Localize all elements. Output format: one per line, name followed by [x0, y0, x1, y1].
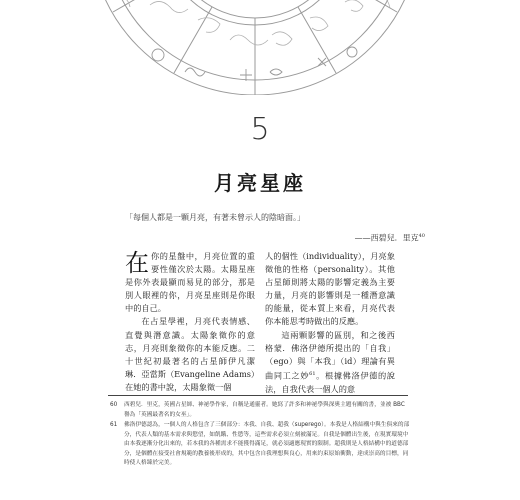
epigraph-author: ——西碧兒．里克	[354, 233, 419, 243]
footnote-divider	[108, 395, 408, 396]
paragraph	[265, 329, 395, 396]
epigraph	[125, 211, 425, 246]
footnote	[110, 421, 410, 469]
footnote-number: 60	[110, 402, 118, 408]
epigraph-quote: 「每個人都是一顆月亮，有著未曾示人的陰暗面。」	[125, 213, 305, 222]
paragraph: 人的個性（individuality），月亮象徵他的性格（personality）。其他占星師則將太陽的影響定義為主要力量，月亮的影響則是一種潛意識的能量，從本質上來看，月亮代表你本能思考時做出的反應。	[265, 251, 395, 327]
zodiac-wheel-illustration	[0, 0, 520, 95]
paragraph-text: 你的星盤中，月亮位置的重要性僅次於太陽。太陽星座是你外表最顯而易見的部分，那是別人眼裡的你，月亮星座則是你眼中的自己。	[125, 251, 255, 314]
drop-cap: 在	[125, 249, 149, 277]
footnote-ref-61: 61	[309, 370, 316, 377]
footnote-text: 佛洛伊德認為，一個人的人格包含了三個部分：本我、自我、超我（superego）。本我是人格結構中與生俱來的部分，代表人類的基本需求與慾望，如飢餓、性慾等，這些需求必須立刻被滿足。自我是個體出生後，在現實環境中由本我逐漸分化出來的，若本我的各種需求不能獲得滿足，就必須適應現實的限制。超我則是人格結構中的道德部分，是個體在接受社會規範的教養後形成的，其中包含自我理想與良心，用來約束原始衝動，達成崇高的目標，同時使人格臻於完美。	[124, 422, 410, 466]
chapter-number: 5	[250, 112, 270, 147]
paragraph: 在占星學裡，月亮代表情感、直覺與潛意識。太陽象徵你的意志，月亮則象徵你的本能反應。二十世紀初最著名的占星師伊凡潔琳．亞當斯（Evangeline Adams）在她的書中說，太陽象徵一個	[125, 316, 256, 392]
chapter-title: 月亮星座	[214, 171, 306, 195]
paragraph	[125, 250, 255, 315]
paragraph-text: 。根據佛洛伊德的說法，自我代表一個人的意	[265, 370, 395, 394]
epigraph-attribution	[125, 229, 425, 246]
footnote-ref-40: 40	[418, 233, 425, 239]
body-column-left	[125, 250, 255, 394]
footnote	[110, 401, 410, 420]
footnote-number: 61	[110, 422, 118, 428]
footnote-text: 西碧兒．里克，英國占星師、神祕學作家，自稱是通靈者。她寫了許多和神祕學與深奧主題有關的書，並被 BBC 譽為「英國最著名的女巫」。	[124, 402, 405, 418]
paragraph-text: 這兩顆影響的區別，和之後西格蒙．佛洛伊德所提出的「自我」（ego）與「本我」（id）理論有異曲同工之妙	[265, 329, 395, 381]
body-column-right	[265, 250, 395, 396]
footnotes	[110, 401, 410, 470]
